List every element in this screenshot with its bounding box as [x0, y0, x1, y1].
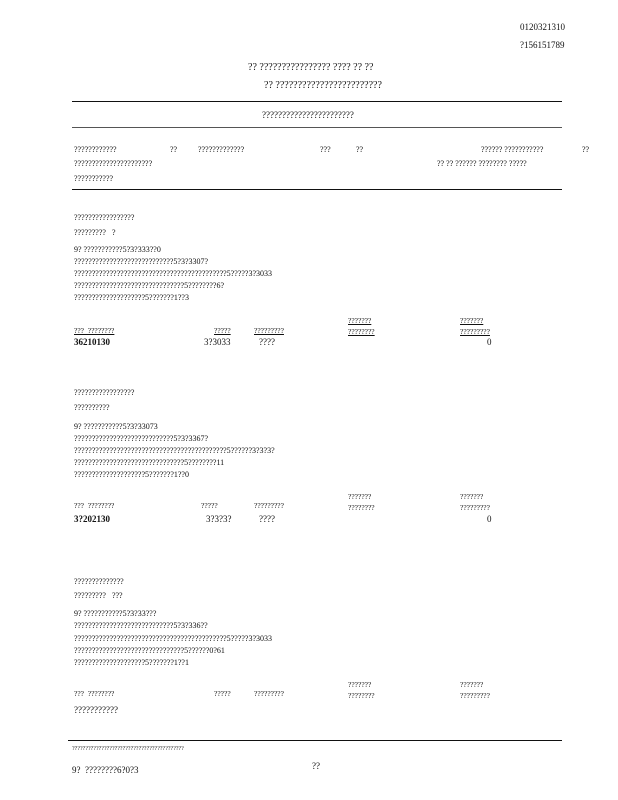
record-line: 9? ???????????5?3?33073: [74, 422, 158, 431]
info-field-6: ?????? ???????????: [481, 145, 544, 154]
record-line: 9? ???????????5?3?33???: [74, 609, 157, 618]
column-header-5: ??????? ?????????: [460, 680, 490, 700]
record-status: ????: [259, 337, 275, 347]
footer-divider: [68, 740, 562, 741]
record-line: ???????????????????????????????5????????11: [74, 458, 225, 467]
column-header-status: ?????????: [254, 689, 284, 698]
info-field-5: ??: [356, 145, 364, 154]
column-header-4: ??????? ????????: [348, 492, 375, 512]
record-line: ????????????????????????????5?3?3367?: [74, 434, 209, 443]
document-subtitle: ?? ????????????????????????: [264, 80, 382, 91]
record-subtitle: ????????? ???: [74, 591, 123, 600]
column-header-id: ??? ????????: [74, 326, 115, 335]
record-note: ???????????: [74, 705, 118, 715]
record-line: ???????????????????????????????????????????5??????3?3?3?: [74, 446, 275, 455]
record-value: 0: [487, 337, 492, 347]
column-header-5: ??????? ?????????: [460, 492, 490, 512]
record-title: ?????????????????: [74, 388, 135, 397]
column-header-amount: ?????: [201, 501, 218, 510]
record-subtitle: ??????????: [74, 403, 110, 412]
record-line: ????????????????????????????5?3?336??: [74, 621, 208, 630]
record-line: ???????????????????????????????5????????6?: [74, 281, 225, 290]
record-id: 36210130: [74, 337, 110, 347]
column-header-id: ??? ????????: [74, 501, 115, 510]
record-line: ????????????????????5???????1??3: [74, 293, 189, 302]
document-title: ?? ???????????????? ???? ?? ??: [248, 62, 374, 73]
info-row-2-right: ?? ?? ?????? ???????? ?????: [437, 159, 527, 168]
record-value: 0: [487, 514, 492, 524]
record-status: ????: [259, 514, 275, 524]
column-header-amount: ?????: [214, 326, 231, 335]
column-header-status: ?????????: [254, 501, 284, 510]
info-field-3: ?????????????: [198, 145, 245, 154]
info-row-2-left: ??????????????????????: [74, 159, 153, 168]
record-line: ???????????????????????????????????????????5?????3?3033: [74, 269, 272, 278]
info-field-4: ???: [320, 145, 331, 154]
info-field-7: ??: [582, 145, 590, 154]
info-row-3: ???????????: [74, 174, 114, 183]
section-title: ???????????????????????: [262, 110, 354, 120]
footer-note: ??????????????????????????????????????????: [72, 746, 184, 752]
record-line: ???????????????????????????????5??????0?61: [74, 646, 225, 655]
page-number: ??: [312, 761, 320, 771]
column-header-status: ?????????: [254, 326, 284, 335]
document-reference: ?156151789: [520, 40, 565, 50]
footer-left: 9? ????????6?0?3: [72, 765, 139, 775]
record-line: ????????????????????5???????1??1: [74, 658, 189, 667]
section-divider: [72, 127, 562, 128]
column-header-amount: ?????: [214, 689, 231, 698]
record-amount: 3?3?3?: [206, 514, 232, 524]
column-header-4: ??????? ????????: [348, 316, 375, 336]
document-number: 0120321310: [520, 22, 565, 32]
record-line: ???????????????????????????????????????????5?????3?3033: [74, 634, 272, 643]
record-line: ????????????????????????????5?3?3307?: [74, 257, 209, 266]
record-line: 9? ???????????5?3?333??0: [74, 245, 161, 254]
record-subtitle: ????????? ?: [74, 228, 116, 237]
record-amount: 3?3033: [204, 337, 231, 347]
info-field-2: ??: [170, 145, 178, 154]
column-header-4: ??????? ????????: [348, 680, 375, 700]
info-divider: [72, 189, 562, 190]
record-line: ????????????????????5???????1??0: [74, 470, 189, 479]
header-divider: [72, 101, 562, 102]
column-header-5: ??????? ?????????: [460, 316, 490, 336]
column-header-id: ??? ????????: [74, 689, 115, 698]
record-title: ??????????????: [74, 577, 124, 586]
record-id: 3?202130: [74, 514, 110, 524]
info-field-1: ????????????: [74, 145, 117, 154]
record-title: ?????????????????: [74, 213, 135, 222]
